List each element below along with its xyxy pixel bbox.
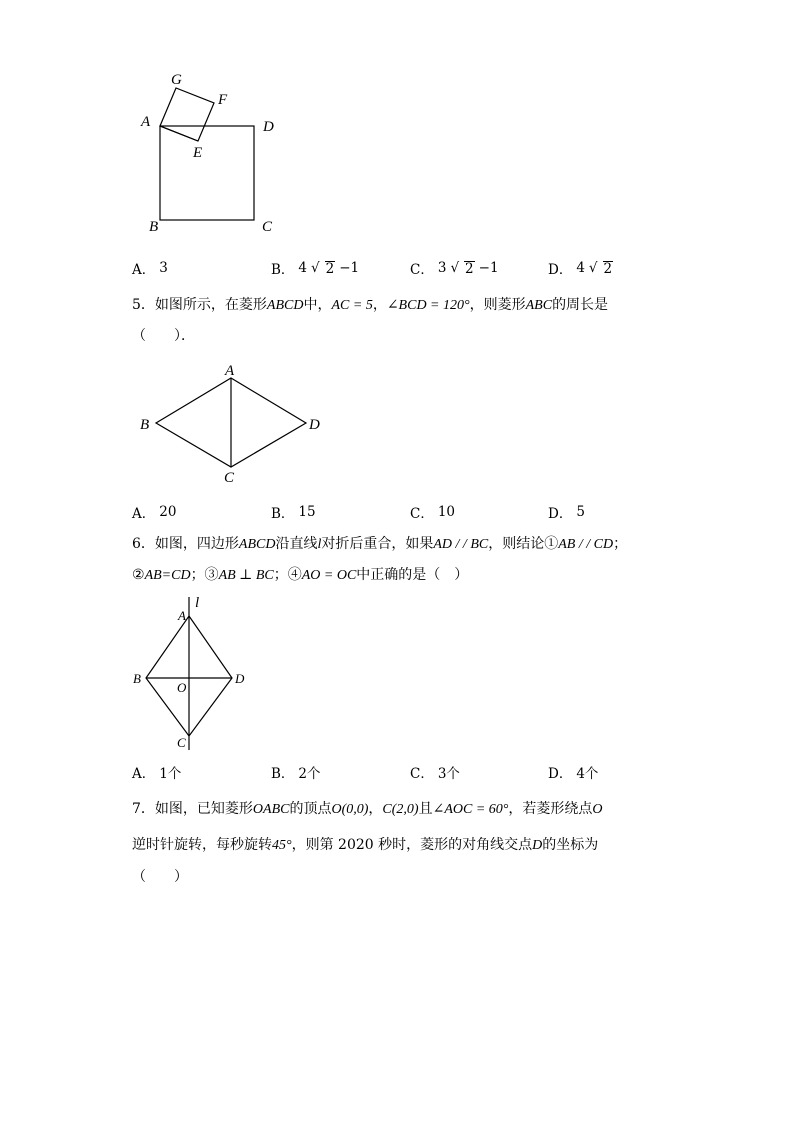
sqrt-icon: √ — [450, 260, 460, 276]
q4-options — [132, 258, 692, 282]
q7-stem-line2 — [132, 835, 598, 856]
label-b: B — [149, 219, 159, 235]
q5-text: 中， — [303, 297, 332, 313]
q5-text: ， — [372, 297, 387, 313]
label-c: C — [224, 470, 235, 486]
q7-math: ∠AOC = 60° — [432, 802, 509, 817]
q4-option-c-tail: −1 — [478, 260, 499, 276]
q6-text: 6．如图，四边形 — [132, 536, 239, 552]
q6-math: AO = OC — [301, 568, 357, 583]
q7-math: O — [592, 802, 603, 817]
q5-option-b-value: 15 — [298, 504, 316, 520]
q7-math: 45° — [272, 838, 292, 853]
q6-option-c[interactable] — [410, 762, 460, 782]
label-a: A — [225, 363, 235, 379]
q7-math: OABC — [252, 802, 290, 817]
q6-text: ；③ — [190, 567, 219, 583]
label-o: O — [177, 680, 187, 695]
q5-option-b[interactable] — [271, 502, 316, 522]
q4-option-b-coef: 4 — [298, 260, 308, 276]
q5-option-d-label: D． — [548, 506, 573, 522]
q7-text: 的顶点 — [289, 801, 332, 817]
q6-option-b[interactable] — [271, 762, 321, 782]
q5-text: 的周长是 — [552, 297, 609, 313]
q7-math: C(2,0) — [382, 802, 419, 817]
segment-ae — [160, 126, 198, 141]
q4-option-a[interactable] — [132, 258, 168, 278]
label-d: D — [309, 417, 320, 433]
q6-option-d-label: D． — [548, 766, 573, 782]
q5-option-b-label: B． — [271, 506, 295, 522]
q6-math: AB ⊥ BC — [218, 568, 274, 583]
q7-text: ，则第 2020 秒时，菱形的对角线交点 — [291, 837, 533, 853]
q7-text: 的坐标为 — [542, 837, 599, 853]
q6-math: AB / / CD — [558, 537, 614, 552]
q4-option-c-coef: 3 — [437, 260, 447, 276]
q6-text: ；④ — [273, 567, 302, 583]
q6-option-a-label: A． — [132, 766, 156, 782]
sqrt-icon: √ — [311, 260, 320, 276]
label-a: A — [178, 608, 186, 623]
q5-option-a-label: A． — [132, 506, 156, 522]
figure-rhombus-q5 — [130, 358, 330, 488]
q5-option-d-value: 5 — [576, 504, 585, 520]
q6-option-a[interactable] — [132, 762, 181, 782]
q4-option-b[interactable] — [271, 258, 359, 278]
q6-option-c-value: 3个 — [437, 766, 460, 782]
q5-option-a[interactable] — [132, 502, 176, 522]
q7-text: ，若菱形绕点 — [508, 801, 593, 817]
q6-text: 中正确的是（ ） — [356, 567, 469, 583]
q6-math: ABCD — [238, 537, 276, 552]
q6-text: ； — [613, 536, 628, 552]
q6-option-b-value: 2个 — [298, 766, 321, 782]
label-b: B — [133, 671, 141, 686]
q5-math: AC = 5 — [331, 298, 373, 313]
q5-option-d[interactable] — [548, 502, 585, 522]
label-d: D — [235, 671, 245, 686]
square-aefg-shape — [160, 88, 214, 141]
q7-text: 逆时针旋转，每秒旋转 — [132, 837, 272, 853]
square-abcd-shape — [160, 126, 254, 220]
q5-option-c-label: C． — [410, 506, 434, 522]
q6-text: ② — [132, 567, 145, 583]
label-c: C — [262, 219, 273, 235]
q4-option-d-coef: 4 — [576, 260, 585, 276]
q5-stem-line1 — [132, 295, 608, 316]
q7-math: D — [532, 838, 543, 853]
q5-stem-line2: （ ）． — [132, 328, 195, 344]
q4-option-c-root: 2 — [465, 260, 474, 277]
q4-option-d[interactable] — [548, 258, 613, 278]
q5-text: ，则菱形 — [469, 297, 526, 313]
q6-math: l — [317, 537, 322, 552]
q5-math: ABC — [525, 298, 553, 313]
q7-text: 且 — [418, 801, 433, 817]
q4-option-b-root: 2 — [325, 260, 335, 277]
q4-option-c-label: C． — [410, 262, 434, 278]
label-f: F — [218, 92, 228, 108]
q4-option-a-label: A． — [132, 262, 156, 278]
q6-text: 对折后重合，如果 — [321, 536, 434, 552]
label-d: D — [263, 119, 274, 135]
label-b: B — [140, 417, 150, 433]
q5-math: ABCD — [266, 298, 304, 313]
q5-option-c-value: 10 — [437, 504, 456, 520]
q5-text: 5．如图所示，在菱形 — [132, 297, 267, 313]
q4-option-d-root: 2 — [603, 260, 613, 277]
figure-kite-q6 — [128, 592, 258, 754]
q5-option-a-value: 20 — [159, 504, 177, 520]
q5-option-c[interactable] — [410, 502, 455, 522]
q7-stem-line3: （ ） — [132, 869, 188, 885]
q7-math: O(0,0) — [331, 802, 369, 817]
label-c: C — [177, 735, 186, 750]
sqrt-icon: √ — [588, 260, 598, 276]
q6-option-d-value: 4个 — [576, 766, 599, 782]
label-a: A — [141, 114, 151, 130]
q5-options — [132, 502, 692, 526]
label-g: G — [171, 72, 182, 88]
figure-square-abcd — [130, 62, 300, 242]
q6-option-c-label: C． — [410, 766, 434, 782]
label-l: l — [195, 595, 200, 611]
q6-stem-line1 — [132, 534, 627, 555]
q4-option-a-value: 3 — [159, 260, 168, 276]
q4-option-b-tail: −1 — [339, 260, 360, 276]
q6-option-d[interactable] — [548, 762, 598, 782]
q6-math: AB=CD — [144, 568, 191, 583]
q6-math: AD / / BC — [433, 537, 489, 552]
q5-math: ∠BCD = 120° — [386, 298, 470, 313]
q6-text: 沿直线 — [275, 536, 318, 552]
q7-stem-line1 — [132, 799, 603, 820]
q7-text: ， — [368, 801, 383, 817]
q4-option-c[interactable] — [410, 258, 499, 278]
q6-option-b-label: B． — [271, 766, 295, 782]
q4-option-b-label: B． — [271, 262, 295, 278]
label-e: E — [193, 145, 203, 161]
q7-text: 7．如图，已知菱形 — [132, 801, 253, 817]
q6-text: ，则结论① — [488, 536, 559, 552]
q6-options — [132, 762, 692, 786]
q4-option-d-label: D． — [548, 262, 573, 278]
q6-option-a-value: 1个 — [159, 766, 182, 782]
q6-stem-line2 — [132, 565, 468, 586]
